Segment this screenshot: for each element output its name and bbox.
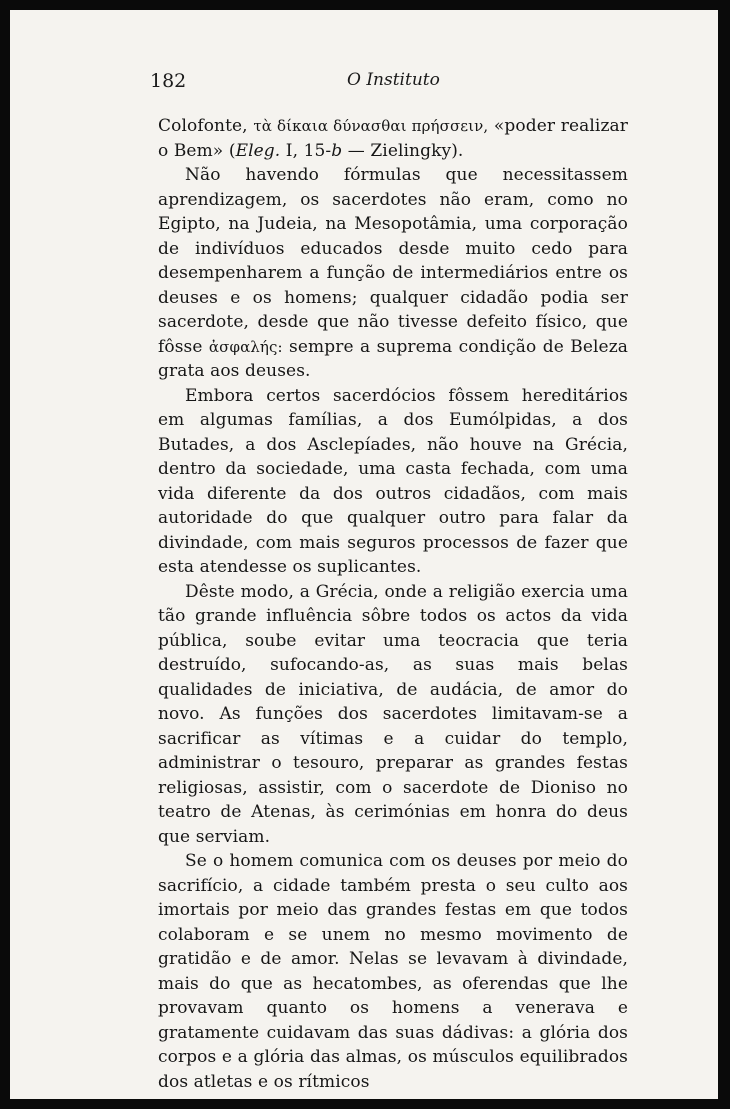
text-run: Não havendo fórmulas que necessitassem aprendizagem, os sacerdotes não eram, como no Egipto, na Judeia, na Mesopotâmia, uma corporação de indivíduos educados desde muito cedo para desempenharem a função de intermediários entre os deuses e os homens; qualquer cidadão podia ser sacerdote, desde que não tivesse defeito físico, que fôsse [158, 165, 628, 357]
citation-ref: I, 15- [280, 140, 332, 161]
paragraph: Dêste modo, a Grécia, onde a religião exercia uma tão grande influência sôbre todos os actos da vida pública, soube evitar uma teocracia que teria destruído, sufocando-as, as suas mais belas qualidades de iniciativa, de audácia, de amor do novo. As funções dos sacerdotes limitavam-se a sacrificar as vítimas e a cuidar do templo, administrar o tesouro, preparar as grandes festas religiosas, assistir, com o sacerdote de Dioniso no teatro de Atenas, às cerimónias em honra do deus que serviam. [158, 581, 628, 847]
book-page [10, 10, 718, 1099]
paragraph [158, 163, 628, 384]
greek-word: ἀσφαλής: [208, 337, 283, 356]
citation-title: Eleg. [235, 140, 281, 161]
paragraph: Embora certos sacerdócios fôssem hereditários em algumas famílias, a dos Eumólpidas, a dos Butades, a dos Asclepíades, não houve na Grécia, dentro da sociedade, uma casta fechada, com uma vida diferente da dos outros cidadãos, com mais autoridade do que qualquer outro para falar da divindade, com mais seguros processos de fazer que esta atendesse os suplicantes. [158, 385, 628, 577]
running-title: O Instituto [347, 70, 440, 90]
paragraph: Se o homem comunica com os deuses por meio do sacrifício, a cidade também presta o seu culto aos imortais por meio das grandes festas em que todos colaboram e se unem no mesmo movimento de gratidão e de amor. Nelas se levavam à divindade, mais do que as hecatombes, as oferendas que lhe provavam quanto os homens a venerava e gratamente cuidavam das suas dádivas: a glória dos corpos e a glória das almas, os músculos equilibrados dos atletas e os rítmicos [158, 851, 628, 1092]
page-header [150, 70, 570, 98]
greek-quote: τὰ δίκαια δύνασθαι πρήσσειν, [253, 117, 489, 135]
page-number: 182 [150, 70, 187, 92]
text-run: «poder realizar o Bem» ( [158, 116, 628, 161]
text-run: Colofonte, [158, 116, 254, 136]
citation-letter: b [331, 140, 343, 161]
text-run: sempre a suprema condição de Beleza grata aos deuses. [158, 336, 628, 381]
body-text [158, 114, 628, 1094]
citation-author: — Zielingky). [342, 140, 464, 161]
paragraph-continuation [158, 114, 628, 163]
